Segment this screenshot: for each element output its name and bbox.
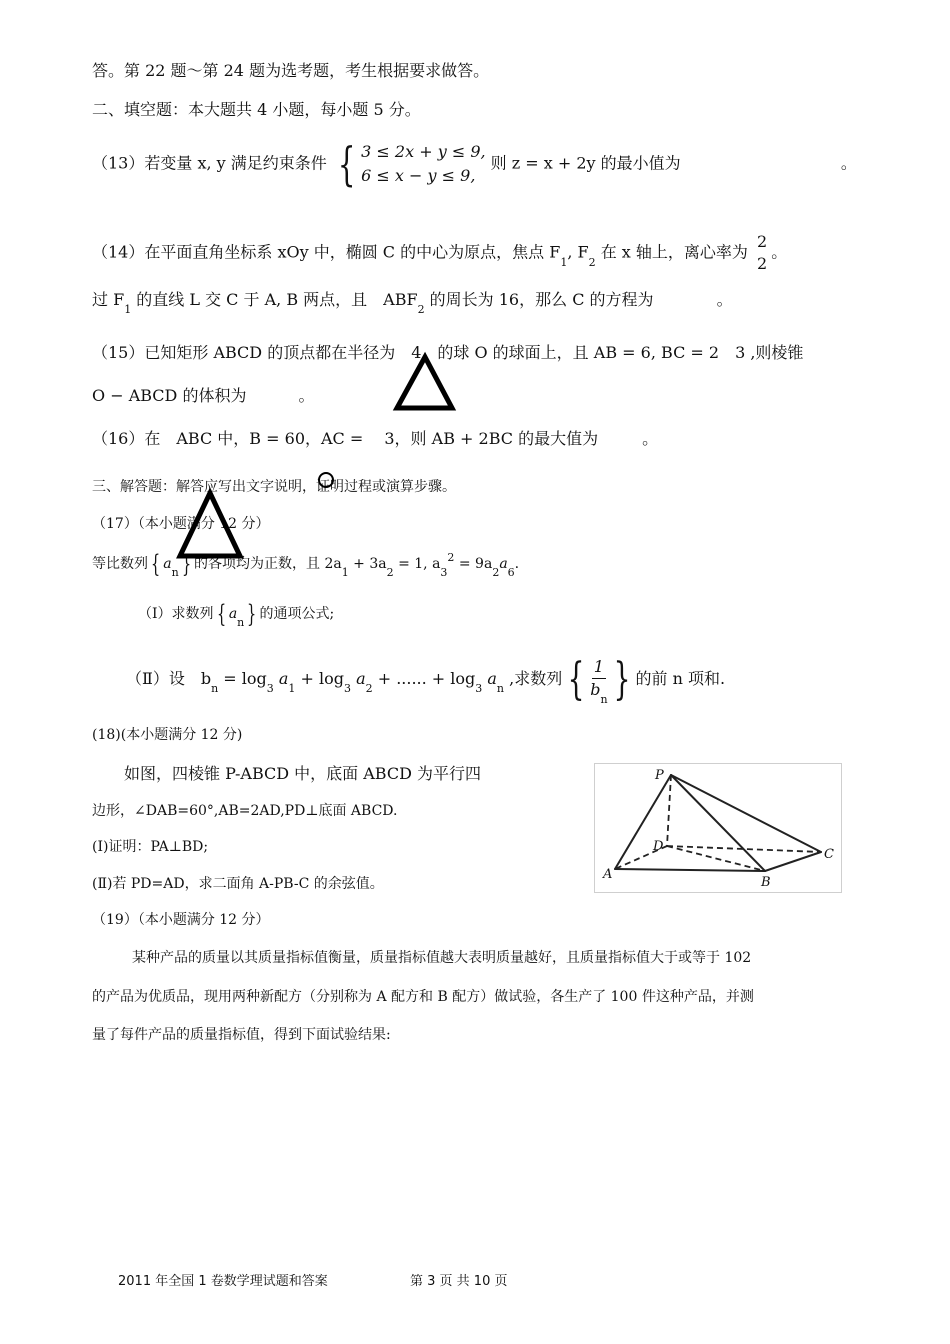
section-fill-blank-title: 二、填空题：本大题共 4 小题，每小题 5 分。 xyxy=(92,100,421,119)
q19-line-1: 某种产品的质量以其质量指标值衡量，质量指标值越大表明质量越好，且质量指标值大于或等于 102 xyxy=(132,950,752,966)
label-a: A xyxy=(603,867,613,882)
q18-part-1: (Ⅰ)证明：PA⊥BD; xyxy=(92,839,209,855)
label-c: C xyxy=(824,847,834,862)
question-16: （16）在 ABC 中，B = 60，AC = 3，则 AB + 2BC 的最大值为 。 xyxy=(92,429,659,448)
question-14-line-1: （14）在平面直角坐标系 xOy 中，椭圆 C 的中心为原点，焦点 $F_1$, $F_2$ 在 x 轴上，离心率为 2 2 。 xyxy=(92,232,788,273)
q18-line-2: 边形，∠DAB=60°,AB=2AD,PD⊥底面 ABCD. xyxy=(92,803,398,819)
q17-reciprocal-fraction: $\frac{1}{b_n}$ xyxy=(590,657,608,706)
section-answer-title: 三、解答题：解答应写出文字说明，证明过程或演算步骤。 xyxy=(92,479,456,495)
question-14-line-2: 过 $F_1$ 的直线 L 交 C 于 A, B 两点，且 $ABF_2$ 的周长为 16，那么 C 的方程为 。 xyxy=(92,290,733,316)
label-p: P xyxy=(655,768,664,783)
edge-bc xyxy=(765,852,821,871)
edge-pa xyxy=(615,775,671,869)
question-13 xyxy=(92,137,857,191)
q13-suffix: 则 z = x + 2y 的最小值为 xyxy=(490,153,681,173)
q17-header: （17）（本小题满分 12 分） xyxy=(92,516,270,532)
edge-ab xyxy=(615,869,765,871)
q13-constraints: { 3 ≤ 2x + y ≤ 9, 6 ≤ x − y ≤ 9, xyxy=(337,137,486,191)
triangle-mark-1 xyxy=(397,357,452,408)
q18-header: (18)(本小题满分 12 分) xyxy=(92,727,243,743)
footer-page-number: 第 3 页 共 10 页 xyxy=(410,1274,508,1289)
question-15-line-1: （15）已知矩形 ABCD 的顶点都在半径为 4 的球 O 的球面上，且 AB = 6, BC = 2 3 ,则棱锥 xyxy=(92,343,804,362)
q17-part-1: （Ⅰ）求数列 { $a_n$ } 的通项公式; xyxy=(138,600,335,629)
question-15-line-2: O − ABCD 的体积为 。 xyxy=(92,386,315,405)
label-d: D xyxy=(653,839,664,854)
q18-line-1: 如图，四棱锥 P-ABCD 中，底面 ABCD 为平行四 xyxy=(124,764,482,783)
intro-text: 答。第 22 题～第 24 题为选考题，考生根据要求做答。 xyxy=(92,61,490,80)
edge-pb xyxy=(671,775,765,871)
q19-header: （19）（本小题满分 12 分） xyxy=(92,912,270,928)
pyramid-figure xyxy=(594,763,842,893)
q19-line-2: 的产品为优质品，现用两种新配方（分别称为 A 配方和 B 配方）做试验，各生产了 100 件这种产品，并测 xyxy=(92,989,754,1005)
q17-stem: 等比数列 { $a_n$ } 的各项均为正数，且 $2a_1 + 3a_2 = 1$, $a_3^2 = 9a_2a_6$. xyxy=(92,550,520,579)
q17-part-2: （Ⅱ）设 $b_n = \log_3 a_1 + \log_3 a_2$ + ...... + $\log_3 a_n$ ,求数列 { $\frac{1}{b_n}$ } 的前 n 项和. xyxy=(126,653,726,706)
q13-end: 。 xyxy=(840,153,857,173)
q18-part-2: (Ⅱ)若 PD=AD，求二面角 A-PB-C 的余弦值。 xyxy=(92,876,384,892)
q13-constraint-2: 6 ≤ x − y ≤ 9, xyxy=(361,166,476,185)
q14-eccentricity-fraction: 2 2 xyxy=(757,232,768,273)
q13-prefix: （13）若变量 x, y 满足约束条件 xyxy=(92,153,327,173)
pyramid-diagram xyxy=(595,764,841,892)
edge-pc xyxy=(671,775,821,852)
footer-title: 2011 年全国 1 卷数学理试题和答案 xyxy=(118,1274,328,1289)
label-b: B xyxy=(761,875,771,890)
edge-pd xyxy=(667,775,671,846)
q13-constraint-1: 3 ≤ 2x + y ≤ 9, xyxy=(361,142,486,161)
q19-line-3: 量了每件产品的质量指标值，得到下面试验结果: xyxy=(92,1027,391,1043)
